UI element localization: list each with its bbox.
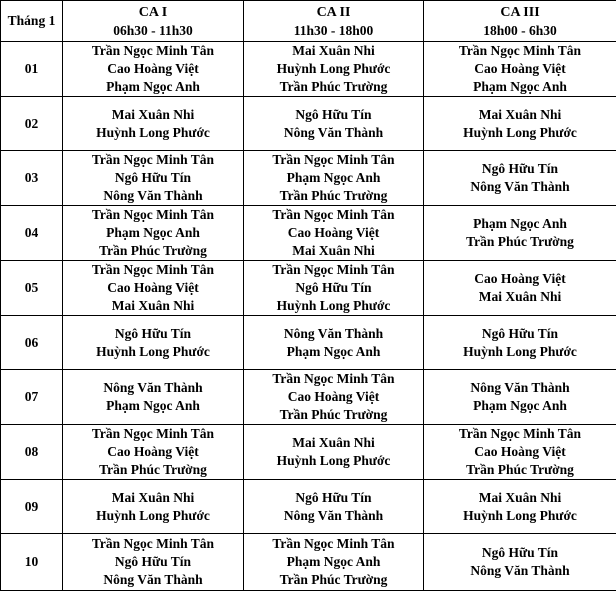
staff-name: Trần Ngọc Minh Tân <box>244 151 423 169</box>
staff-name: Ngô Hữu Tín <box>244 489 423 507</box>
shift-cell-2 <box>244 370 424 425</box>
staff-name: Huỳnh Long Phước <box>244 452 423 470</box>
staff-name: Nông Văn Thành <box>244 124 423 142</box>
shift-cell-3 <box>424 42 616 97</box>
day-number: 06 <box>25 335 39 350</box>
shift-name: CA II <box>244 3 423 22</box>
day-cell <box>1 42 63 97</box>
staff-name: Mai Xuân Nhi <box>63 297 243 315</box>
table-row <box>1 425 616 480</box>
staff-name: Ngô Hữu Tín <box>424 160 616 178</box>
day-number: 03 <box>25 170 39 185</box>
day-number: 01 <box>25 61 39 76</box>
staff-name: Trần Ngọc Minh Tân <box>244 535 423 553</box>
table-row <box>1 261 616 316</box>
staff-name: Nông Văn Thành <box>63 187 243 205</box>
staff-name: Phạm Ngọc Anh <box>244 343 423 361</box>
day-cell <box>1 316 63 370</box>
staff-name: Phạm Ngọc Anh <box>63 78 243 96</box>
staff-name: Huỳnh Long Phước <box>424 124 616 142</box>
shift-cell-1 <box>63 151 244 206</box>
staff-name: Trần Ngọc Minh Tân <box>424 42 616 60</box>
staff-name: Ngô Hữu Tín <box>424 544 616 562</box>
staff-name: Ngô Hữu Tín <box>63 169 243 187</box>
staff-name: Cao Hoàng Việt <box>63 279 243 297</box>
staff-name: Cao Hoàng Việt <box>63 443 243 461</box>
staff-name: Cao Hoàng Việt <box>424 60 616 78</box>
table-row <box>1 534 616 591</box>
shift-cell-2 <box>244 97 424 151</box>
staff-name: Phạm Ngọc Anh <box>244 169 423 187</box>
day-cell <box>1 261 63 316</box>
staff-name: Ngô Hữu Tín <box>244 279 423 297</box>
staff-name: Mai Xuân Nhi <box>424 288 616 306</box>
table-row <box>1 151 616 206</box>
staff-name: Cao Hoàng Việt <box>63 60 243 78</box>
shift-cell-3 <box>424 206 616 261</box>
day-cell <box>1 480 63 534</box>
shift-cell-2 <box>244 534 424 591</box>
day-cell <box>1 534 63 591</box>
staff-name: Mai Xuân Nhi <box>424 106 616 124</box>
staff-name: Trần Phúc Trường <box>244 187 423 205</box>
staff-name: Mai Xuân Nhi <box>244 242 423 260</box>
staff-name: Trần Ngọc Minh Tân <box>244 261 423 279</box>
shift-cell-1 <box>63 370 244 425</box>
table-row <box>1 97 616 151</box>
shift-cell-1 <box>63 316 244 370</box>
staff-name: Trần Ngọc Minh Tân <box>63 42 243 60</box>
shift-cell-3 <box>424 425 616 480</box>
shift-cell-3 <box>424 534 616 591</box>
day-cell <box>1 151 63 206</box>
table-row <box>1 370 616 425</box>
day-number: 05 <box>25 280 39 295</box>
shift-cell-1 <box>63 261 244 316</box>
staff-name: Trần Phúc Trường <box>244 406 423 424</box>
staff-name: Ngô Hữu Tín <box>63 325 243 343</box>
shift-cell-1 <box>63 206 244 261</box>
shift-cell-2 <box>244 42 424 97</box>
staff-name: Phạm Ngọc Anh <box>424 215 616 233</box>
staff-name: Nông Văn Thành <box>63 571 243 589</box>
day-cell <box>1 370 63 425</box>
roster-body <box>1 42 616 591</box>
shift-cell-1 <box>63 534 244 591</box>
staff-name: Nông Văn Thành <box>424 178 616 196</box>
shift-header-3 <box>424 1 616 42</box>
staff-name: Trần Phúc Trường <box>424 461 616 479</box>
shift-time: 18h00 - 6h30 <box>424 22 616 40</box>
table-row <box>1 42 616 97</box>
staff-name: Trần Phúc Trường <box>424 233 616 251</box>
staff-name: Huỳnh Long Phước <box>244 60 423 78</box>
shift-cell-3 <box>424 480 616 534</box>
shift-cell-2 <box>244 206 424 261</box>
day-cell <box>1 206 63 261</box>
staff-name: Cao Hoàng Việt <box>244 224 423 242</box>
staff-name: Huỳnh Long Phước <box>424 507 616 525</box>
staff-name: Mai Xuân Nhi <box>244 434 423 452</box>
staff-name: Trần Ngọc Minh Tân <box>63 261 243 279</box>
shift-cell-1 <box>63 480 244 534</box>
shift-cell-2 <box>244 425 424 480</box>
shift-time: 11h30 - 18h00 <box>244 22 423 40</box>
staff-name: Cao Hoàng Việt <box>244 388 423 406</box>
staff-name: Trần Ngọc Minh Tân <box>63 425 243 443</box>
staff-name: Ngô Hữu Tín <box>244 106 423 124</box>
staff-name: Huỳnh Long Phước <box>63 124 243 142</box>
staff-name: Huỳnh Long Phước <box>244 297 423 315</box>
shift-cell-2 <box>244 316 424 370</box>
table-row <box>1 316 616 370</box>
staff-name: Huỳnh Long Phước <box>63 507 243 525</box>
day-number: 09 <box>25 499 39 514</box>
staff-name: Mai Xuân Nhi <box>63 489 243 507</box>
staff-name: Nông Văn Thành <box>63 379 243 397</box>
staff-name: Ngô Hữu Tín <box>63 553 243 571</box>
shift-cell-3 <box>424 261 616 316</box>
staff-name: Trần Ngọc Minh Tân <box>63 151 243 169</box>
day-cell <box>1 97 63 151</box>
day-number: 10 <box>25 554 39 569</box>
shift-name: CA I <box>63 3 243 22</box>
staff-name: Trần Phúc Trường <box>244 571 423 589</box>
shift-header-1 <box>63 1 244 42</box>
day-number: 04 <box>25 225 39 240</box>
staff-name: Cao Hoàng Việt <box>424 270 616 288</box>
table-row <box>1 206 616 261</box>
staff-name: Trần Phúc Trường <box>63 242 243 260</box>
shift-cell-2 <box>244 151 424 206</box>
staff-name: Trần Ngọc Minh Tân <box>244 370 423 388</box>
staff-name: Trần Phúc Trường <box>244 78 423 96</box>
day-number: 07 <box>25 389 39 404</box>
staff-name: Phạm Ngọc Anh <box>244 553 423 571</box>
staff-name: Nông Văn Thành <box>244 507 423 525</box>
shift-cell-2 <box>244 261 424 316</box>
table-row <box>1 480 616 534</box>
staff-name: Phạm Ngọc Anh <box>63 224 243 242</box>
shift-cell-1 <box>63 97 244 151</box>
staff-name: Trần Ngọc Minh Tân <box>63 206 243 224</box>
shift-cell-3 <box>424 151 616 206</box>
staff-name: Mai Xuân Nhi <box>244 42 423 60</box>
staff-name: Trần Ngọc Minh Tân <box>63 535 243 553</box>
staff-name: Cao Hoàng Việt <box>424 443 616 461</box>
staff-name: Nông Văn Thành <box>244 325 423 343</box>
staff-name: Trần Ngọc Minh Tân <box>424 425 616 443</box>
staff-name: Nông Văn Thành <box>424 562 616 580</box>
staff-name: Phạm Ngọc Anh <box>63 397 243 415</box>
header-row <box>1 1 616 42</box>
shift-cell-1 <box>63 42 244 97</box>
shift-cell-3 <box>424 316 616 370</box>
staff-name: Trần Phúc Trường <box>63 461 243 479</box>
staff-name: Phạm Ngọc Anh <box>424 397 616 415</box>
shift-cell-2 <box>244 480 424 534</box>
staff-name: Huỳnh Long Phước <box>63 343 243 361</box>
staff-name: Phạm Ngọc Anh <box>424 78 616 96</box>
day-number: 02 <box>25 116 39 131</box>
shift-name: CA III <box>424 3 616 22</box>
day-number: 08 <box>25 444 39 459</box>
staff-name: Huỳnh Long Phước <box>424 343 616 361</box>
staff-name: Mai Xuân Nhi <box>63 106 243 124</box>
staff-name: Trần Ngọc Minh Tân <box>244 206 423 224</box>
day-cell <box>1 425 63 480</box>
staff-name: Ngô Hữu Tín <box>424 325 616 343</box>
shift-cell-1 <box>63 425 244 480</box>
shift-cell-3 <box>424 97 616 151</box>
staff-name: Mai Xuân Nhi <box>424 489 616 507</box>
staff-name: Nông Văn Thành <box>424 379 616 397</box>
month-header <box>1 1 63 42</box>
shift-cell-3 <box>424 370 616 425</box>
month-label: Tháng 1 <box>8 13 56 28</box>
shift-header-2 <box>244 1 424 42</box>
shift-time: 06h30 - 11h30 <box>63 22 243 40</box>
